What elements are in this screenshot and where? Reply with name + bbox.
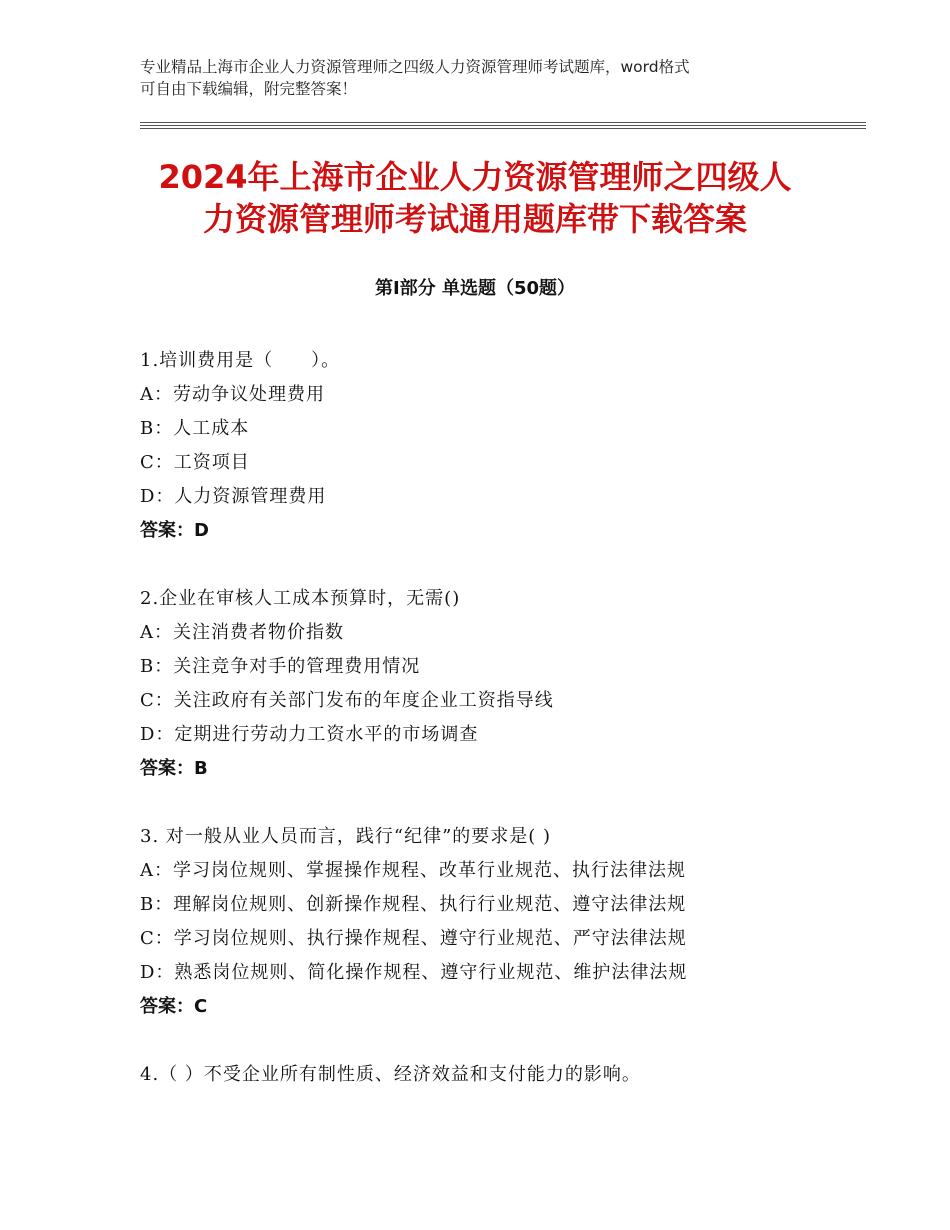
question-2 [140,582,840,786]
document-title-line-2: 力资源管理师考试通用题库带下载答案 [202,200,747,238]
option-b: B：理解岗位规则、创新操作规程、执行行业规范、遵守法律法规 [140,894,687,915]
document-title-line-1: 2024年上海市企业人力资源管理师之四级人 [158,158,792,196]
option-b: B：关注竞争对手的管理费用情况 [140,656,421,677]
header-divider [140,122,866,123]
option-a: A：劳动争议处理费用 [140,384,325,405]
option-b: B：人工成本 [140,418,250,439]
answer-label: 答案：B [140,758,208,779]
section-heading: 第Ⅰ部分 单选题（50题） [374,278,575,299]
option-d: D：熟悉岗位规则、简化操作规程、遵守行业规范、维护法律法规 [140,962,688,983]
question-stem: 3. 对一般从业人员而言，践行“纪律”的要求是( ) [140,826,552,847]
header-note-line-2: 可自由下载编辑，附完整答案！ [140,80,358,98]
option-c: C：工资项目 [140,452,250,473]
header-note-line-1: 专业精品上海市企业人力资源管理师之四级人力资源管理师考试题库，word格式 [140,58,690,76]
question-stem: 1.培训费用是（ ）。 [140,350,341,371]
question-stem: 2.企业在审核人工成本预算时，无需() [140,588,461,609]
option-c: C：学习岗位规则、执行操作规程、遵守行业规范、严守法律法规 [140,928,687,949]
spacer [140,548,840,582]
option-d: D：人力资源管理费用 [140,486,327,507]
question-1 [140,344,840,548]
option-d: D：定期进行劳动力工资水平的市场调查 [140,724,479,745]
option-c: C：关注政府有关部门发布的年度企业工资指导线 [140,690,554,711]
spacer [140,786,840,820]
spacer [140,1024,840,1058]
header-note [140,56,820,100]
question-list [140,344,840,1092]
question-4 [140,1058,840,1092]
question-stem: 4.（ ）不受企业所有制性质、经济效益和支付能力的影响。 [140,1064,641,1085]
answer-label: 答案：D [140,520,209,541]
answer-label: 答案：C [140,996,208,1017]
document-title [100,156,850,240]
header-divider [140,128,866,129]
question-3 [140,820,840,1024]
header-divider [140,125,866,126]
option-a: A：学习岗位规则、掌握操作规程、改革行业规范、执行法律法规 [140,860,686,881]
option-a: A：关注消费者物价指数 [140,622,344,643]
